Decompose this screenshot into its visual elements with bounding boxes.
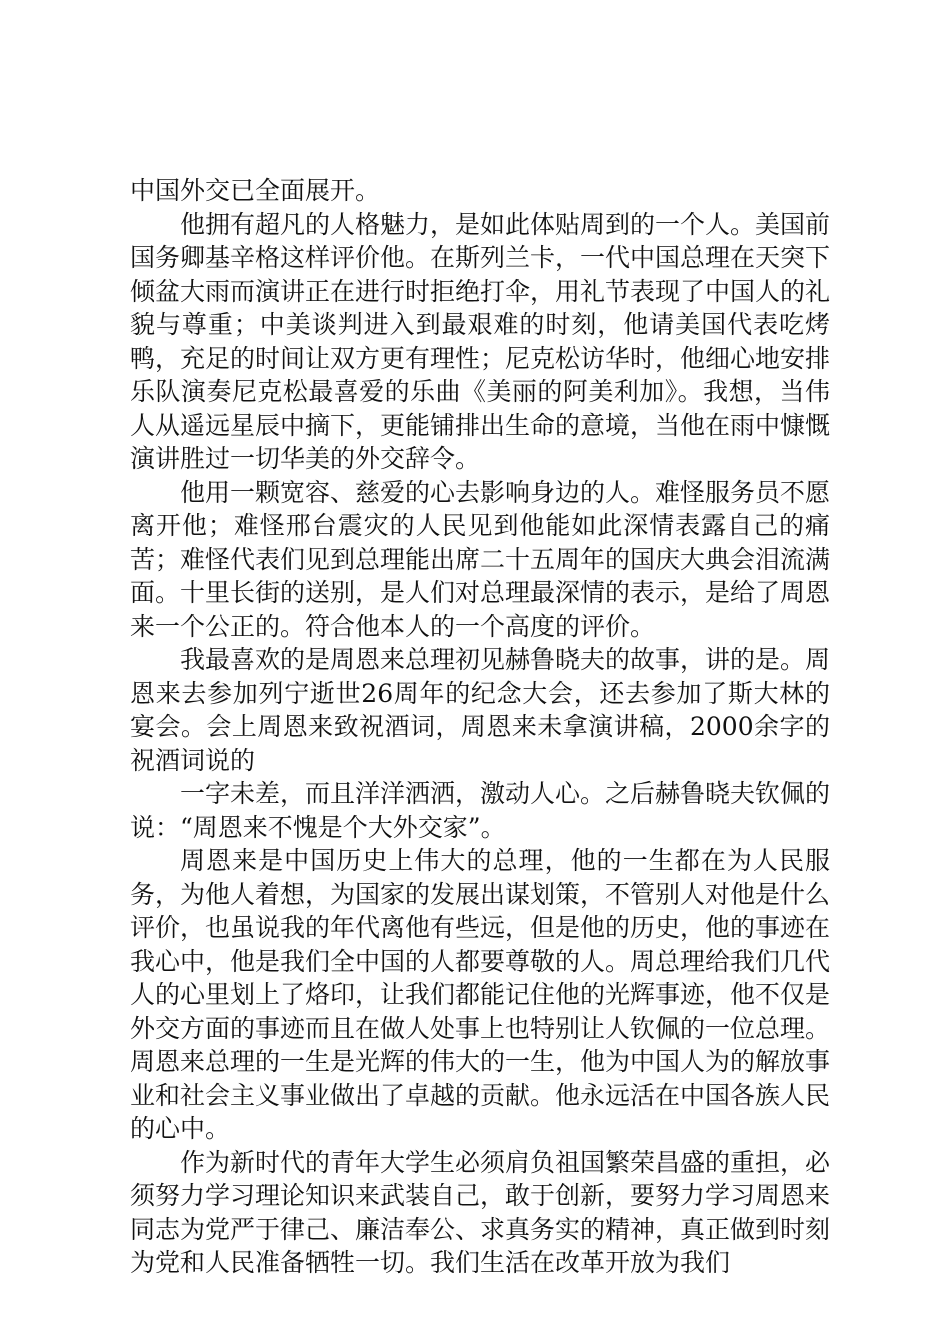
paragraph-7: 作为新时代的青年大学生必须肩负祖国繁荣昌盛的重担，必须努力学习理论知识来武装自己，敢于创新，要努力学习周恩来同志为党严于律己、廉洁奉公、求真务实的精神，真正做到时刻为党和人民准备牺牲一切。我们生活在改革开放为我们 — [130, 1147, 831, 1277]
paragraph-4: 我最喜欢的是周恩来总理初见赫鲁晓夫的故事，讲的是。周恩来去参加列宁逝世26周年的纪念大会，还去参加了斯大林的宴会。会上周恩来致祝酒词，周恩来未拿演讲稿，2000余字的祝酒词说的 — [130, 645, 831, 775]
paragraph-5: 一字未差，而且洋洋洒洒，激动人心。之后赫鲁晓夫钦佩的说：“周恩来不愧是个大外交家”。 — [130, 779, 831, 842]
paragraph-3: 他用一颗宽容、慈爱的心去影响身边的人。难怪服务员不愿离开他；难怪邢台震灾的人民见到他能如此深情表露自己的痛苦；难怪代表们见到总理能出席二十五周年的国庆大典会泪流满面。十里长街的送别，是人们对总理最深情的表示，是给了周恩来一个公正的。符合他本人的一个高度的评价。 — [130, 477, 831, 641]
paragraph-6: 周恩来是中国历史上伟大的总理，他的一生都在为人民服务，为他人着想，为国家的发展出谋划策，不管别人对他是什么评价，也虽说我的年代离他有些远，但是他的历史，他的事迹在我心中，他是我们全中国的人都要尊敬的人。周总理给我们几代人的心里划上了烙印，让我们都能记住他的光辉事迹，他不仅是外交方面的事迹而且在做人处事上也特别让人钦佩的一位总理。周恩来总理的一生是光辉的伟大的一生，他为中国人为的解放事业和社会主义事业做出了卓越的贡献。他永远活在中国各族人民的心中。 — [130, 846, 831, 1143]
paragraph-2: 他拥有超凡的人格魅力，是如此体贴周到的一个人。美国前国务卿基辛格这样评价他。在斯列兰卡，一代中国总理在天突下倾盆大雨而演讲正在进行时拒绝打伞，用礼节表现了中国人的礼貌与尊重；中美谈判进入到最艰难的时刻，他请美国代表吃烤鸭，充足的时间让双方更有理性；尼克松访华时，他细心地安排乐队演奏尼克松最喜爱的乐曲《美丽的阿美利加》。我想，当伟人从遥远星辰中摘下，更能铺排出生命的意境，当他在雨中慷慨演讲胜过一切华美的外交辞令。 — [130, 209, 831, 473]
paragraph-1: 中国外交已全面展开。 — [130, 176, 381, 205]
document-body — [130, 174, 830, 1280]
